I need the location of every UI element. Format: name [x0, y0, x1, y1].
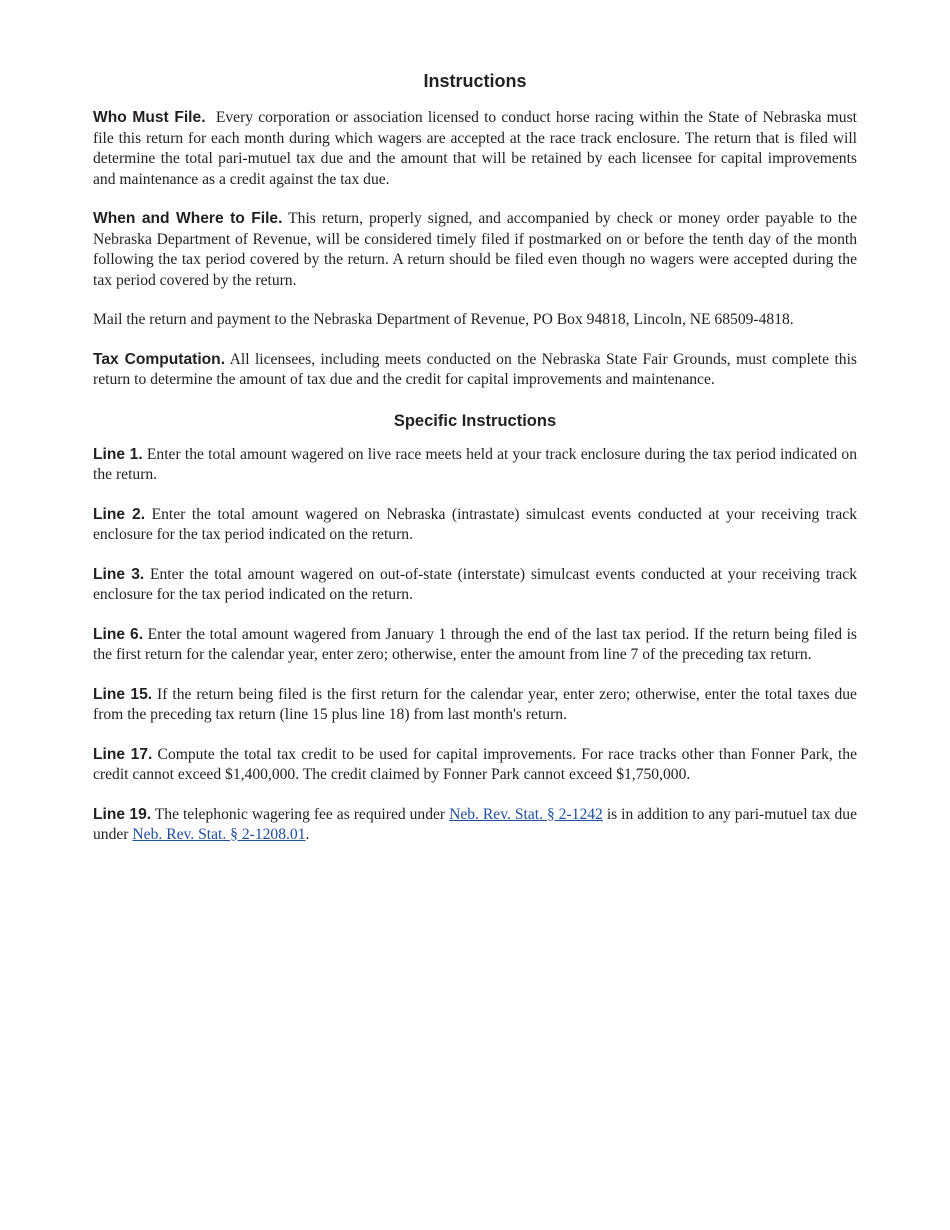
when-where-text: This return, properly signed, and accompanied by check or money order payable to the Nebraska Department of Revenue, will be considered timely filed if postmarked on or before the tenth day of the month following the tax period covered by the return. A return should be filed even though no wagers were accepted during the tax period covered by the return.	[93, 210, 857, 289]
line-6-paragraph	[93, 625, 857, 666]
page-title: Instructions	[423, 71, 527, 91]
tax-computation-text: All licensees, including meets conducted on the Nebraska State Fair Grounds, must complete this return to determine the amount of tax due and the credit for capital improvements and maintenance.	[93, 350, 857, 388]
line-17-text: Compute the total tax credit to be used for capital improvements. For race tracks other than Fonner Park, the credit cannot exceed $1,400,000. The credit claimed by Fonner Park cannot exceed $1,750,000.	[93, 745, 857, 783]
who-must-file-text: Every corporation or association licensed to conduct horse racing within the State of Nebraska must file this return for each month during which wagers are accepted at the race track enclosure. The return that is filed will determine the total pari-mutuel tax due and the amount that will be retained by each licensee for capital improvements and maintenance as a credit against the tax due.	[93, 109, 857, 188]
who-must-file-paragraph	[93, 108, 857, 190]
line-3-paragraph	[93, 565, 857, 606]
line-19-label: Line 19.	[93, 805, 152, 823]
line-1-label: Line 1.	[93, 445, 143, 463]
line-1-paragraph	[93, 445, 857, 486]
line-6-label: Line 6.	[93, 625, 144, 643]
when-where-heading: When and Where to File.	[93, 210, 283, 227]
line-2-paragraph	[93, 505, 857, 546]
mail-paragraph: Mail the return and payment to the Nebraska Department of Revenue, PO Box 94818, Lincoln, NE 68509-4818.	[93, 311, 794, 328]
line-17-paragraph	[93, 745, 857, 786]
line-2-label: Line 2.	[93, 505, 146, 523]
line-19-text-before: The telephonic wagering fee as required under	[154, 805, 446, 823]
line-19-text-after: .	[305, 826, 310, 843]
statute-link-2-1242[interactable]: Neb. Rev. Stat. § 2-1242	[449, 805, 603, 823]
instructions-page	[93, 68, 857, 865]
line-15-paragraph	[93, 685, 857, 726]
who-must-file-heading: Who Must File.	[93, 109, 206, 126]
statute-link-2-1208-01[interactable]: Neb. Rev. Stat. § 2-1208.01	[132, 826, 306, 843]
when-where-paragraph	[93, 209, 857, 291]
line-15-text: If the return being filed is the first return for the calendar year, enter zero; otherwise, enter the total taxes due from the preceding tax return (line 15 plus line 18) from last month's return.	[93, 685, 857, 723]
line-17-label: Line 17.	[93, 745, 153, 763]
line-19-text-middle: is in addition to any pari-mutuel tax due under	[93, 805, 857, 843]
tax-computation-paragraph	[93, 350, 857, 391]
line-19-paragraph	[93, 805, 857, 846]
line-1-text: Enter the total amount wagered on live race meets held at your track enclosure during the tax period indicated on the return.	[93, 445, 857, 483]
tax-computation-heading: Tax Computation.	[93, 350, 226, 368]
line-15-label: Line 15.	[93, 685, 153, 703]
line-6-text: Enter the total amount wagered from January 1 through the end of the last tax period. If the return being filed is the first return for the calendar year, enter zero; otherwise, enter the amount from line 7 of the preceding tax return.	[93, 625, 857, 663]
line-2-text: Enter the total amount wagered on Nebraska (intrastate) simulcast events conducted at your receiving track enclosure for the tax period indicated on the return.	[93, 505, 857, 543]
specific-instructions-title: Specific Instructions	[393, 411, 557, 430]
line-3-text: Enter the total amount wagered on out-of-state (interstate) simulcast events conducted at your receiving track enclosure for the tax period indicated on the return.	[93, 565, 857, 603]
line-3-label: Line 3.	[93, 565, 145, 583]
